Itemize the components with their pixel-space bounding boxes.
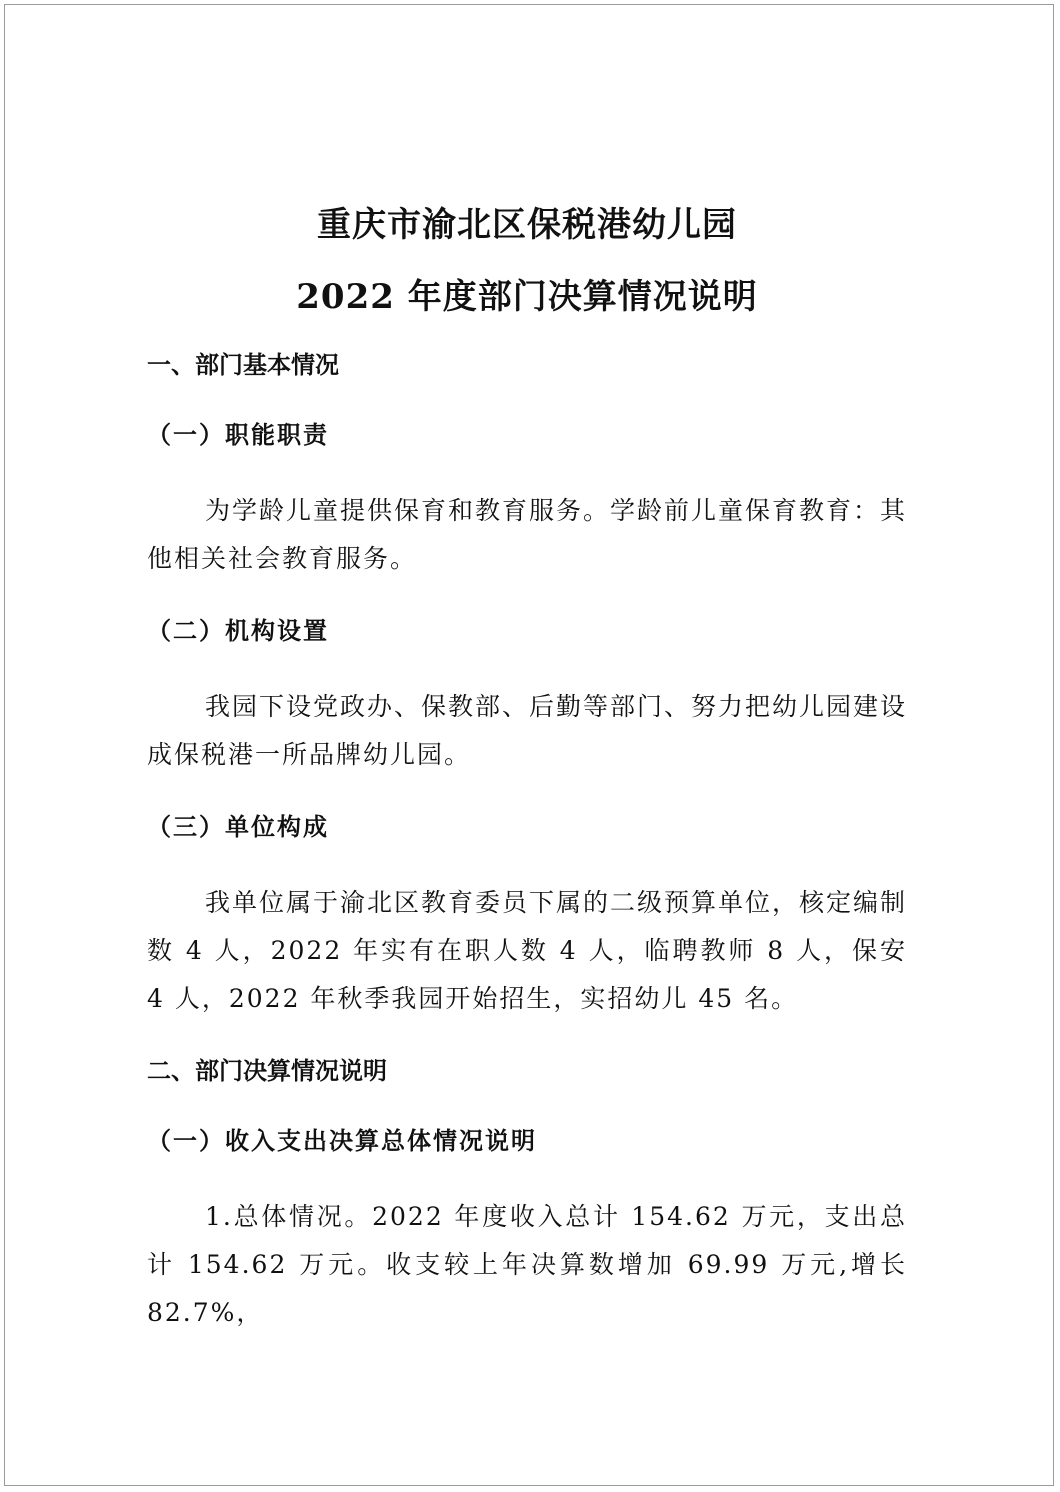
paragraph-income-expenditure: 1.总体情况。2022 年度收入总计 154.62 万元，支出总计 154.62 万元。收支较上年决算数增加 69.99 万元,增长 82.7%，	[147, 1202, 907, 1327]
title-block	[147, 189, 907, 333]
subsection-heading-duties: （一）职能职责	[147, 421, 329, 449]
paragraph-organization: 我园下设党政办、保教部、后勤等部门、努力把幼儿园建设成保税港一所品牌幼儿园。	[147, 692, 908, 769]
document-title-line1: 重庆市渝北区保税港幼儿园	[317, 205, 737, 245]
subsection-heading-income-expenditure: （一）收入支出决算总体情况说明	[147, 1127, 537, 1155]
paragraph-duties: 为学龄儿童提供保育和教育服务。学龄前儿童保育教育：其他相关社会教育服务。	[147, 496, 908, 573]
document-title-line2: 2022 年度部门决算情况说明	[296, 277, 758, 317]
section-heading-final-accounts: 二、部门决算情况说明	[147, 1057, 387, 1085]
subsection-heading-organization: （二）机构设置	[147, 617, 329, 645]
paragraph-composition: 我单位属于渝北区教育委员下属的二级预算单位，核定编制数 4 人，2022 年实有在职人数 4 人，临聘教师 8 人，保安 4 人，2022 年秋季我园开始招生，实招幼儿 45 名。	[147, 888, 908, 1013]
document-content	[147, 189, 907, 1367]
subsection-heading-composition: （三）单位构成	[147, 813, 329, 841]
document-page	[4, 4, 1054, 1486]
section-heading-basic-info: 一、部门基本情况	[147, 351, 339, 379]
